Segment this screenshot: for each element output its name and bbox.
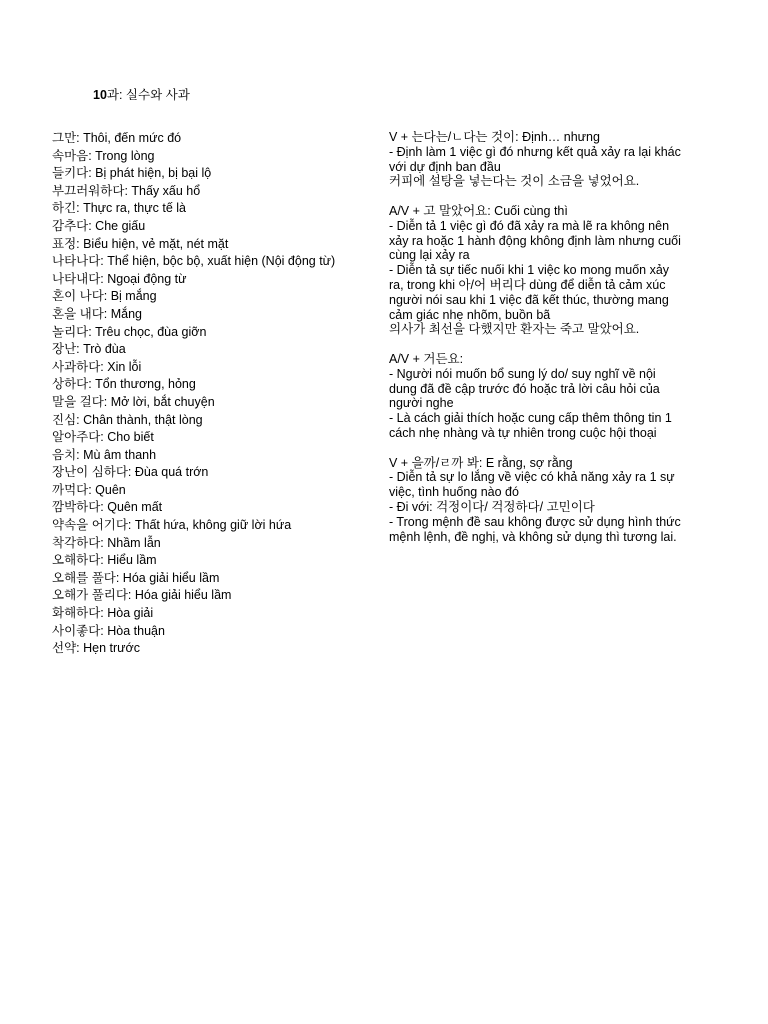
- lesson-title-text: 과: 실수와 사과: [106, 88, 190, 102]
- vocab-item: 말을 걸다: Mở lời, bắt chuyện: [52, 394, 215, 409]
- grammar-block: [389, 456, 729, 545]
- vocab-item: 장난: Trò đùa: [52, 342, 126, 357]
- grammar-line: với dự định ban đầu: [389, 159, 501, 174]
- vocab-item: 오해를 풀다: Hóa giải hiểu lầm: [52, 570, 220, 585]
- vocab-item: 화해하다: Hòa giải: [52, 606, 154, 621]
- grammar-line: người nói sau khi 1 việc đã kết thúc, thường mang: [389, 292, 669, 307]
- vocab-item: 부끄러워하다: Thấy xấu hổ: [52, 183, 201, 198]
- vocab-item: 상하다: Tổn thương, hỏng: [52, 377, 196, 392]
- grammar-line: ra, trong khi 아/어 버리다 dùng để diễn tả cảm xúc: [389, 277, 666, 292]
- vocab-item: 사과하다: Xin lỗi: [52, 359, 142, 374]
- vocab-item: 하긴: Thực ra, thực tế là: [52, 201, 186, 216]
- vocab-item: 장난이 심하다: Đùa quá trớn: [52, 465, 209, 480]
- grammar-line: cách nhẹ nhàng và tự nhiên trong cuộc hội thoại: [389, 425, 657, 440]
- vocab-item: 혼이 나다: Bị mắng: [52, 289, 157, 304]
- grammar-line: - Diễn tả sự lo lắng về việc có khả năng xảy ra 1 sự: [389, 470, 675, 485]
- vocab-item: 오해하다: Hiểu lầm: [52, 553, 157, 568]
- vocab-item: 오해가 풀리다: Hóa giải hiểu lầm: [52, 588, 232, 603]
- vocabulary-list: [52, 130, 382, 658]
- vocab-item: 그만: Thôi, đến mức đó: [52, 131, 182, 145]
- vocab-item: 진심: Chân thành, thật lòng: [52, 412, 203, 427]
- vocab-item: 까먹다: Quên: [52, 482, 126, 497]
- vocab-item: 음치: Mù âm thanh: [52, 447, 157, 462]
- grammar-line: mệnh lệnh, đề nghị, và không sử dụng thì tương lai.: [389, 529, 677, 544]
- grammar-line: - Đi với: 걱정이다/ 걱정하다/ 고민이다: [389, 499, 595, 514]
- vocab-item: 나타내다: Ngoại động từ: [52, 271, 187, 286]
- grammar-line: việc, tình huống nào đó: [389, 485, 519, 500]
- grammar-column: [389, 130, 729, 559]
- grammar-line: 의사가 최선을 다했지만 환자는 죽고 말았어요.: [389, 322, 640, 337]
- vocab-item: 착각하다: Nhầm lẫn: [52, 535, 161, 550]
- grammar-line: dung đã đề cập trước đó hoặc trả lời câu hỏi của: [389, 381, 660, 396]
- lesson-number: 10: [93, 88, 107, 102]
- grammar-heading: A/V + 고 말았어요: Cuối cùng thì: [389, 203, 568, 218]
- vocab-item: 깜박하다: Quên mất: [52, 500, 163, 515]
- grammar-block: [389, 130, 729, 189]
- grammar-heading: A/V + 거든요:: [389, 351, 464, 366]
- grammar-line: - Diễn tả 1 việc gì đó đã xảy ra mà lẽ ra không nên: [389, 218, 670, 233]
- grammar-line: người nghe: [389, 396, 454, 411]
- vocab-item: 감추다: Che giấu: [52, 218, 146, 233]
- vocab-item: 알아주다: Cho biết: [52, 430, 154, 445]
- vocab-item: 들키다: Bị phát hiện, bị bại lộ: [52, 166, 212, 181]
- grammar-line: xảy ra hoặc 1 hành động không định làm nhưng cuối: [389, 233, 681, 248]
- vocab-item: 선약: Hẹn trước: [52, 641, 140, 656]
- vocab-item: 표정: Biểu hiện, vẻ mặt, nét mặt: [52, 236, 229, 251]
- grammar-line: cảm giác nhẹ nhõm, buồn bã: [389, 307, 551, 322]
- vocab-item: 약속을 어기다: Thất hứa, không giữ lời hứa: [52, 518, 292, 533]
- grammar-block: [389, 352, 729, 441]
- vocab-item: 사이좋다: Hòa thuận: [52, 623, 165, 638]
- grammar-line: cùng lại xảy ra: [389, 248, 470, 263]
- vocab-item: 놀리다: Trêu chọc, đùa giỡn: [52, 324, 207, 339]
- grammar-block: [389, 204, 729, 337]
- grammar-line: - Diễn tả sự tiếc nuối khi 1 việc ko mong muốn xảy: [389, 263, 670, 278]
- grammar-line: - Định làm 1 việc gì đó nhưng kết quả xảy ra lại khác: [389, 144, 681, 159]
- grammar-line: - Là cách giải thích hoặc cung cấp thêm thông tin 1: [389, 411, 672, 426]
- page-title: [93, 88, 190, 103]
- grammar-line: 커피에 설탕을 넣는다는 것이 소금을 넣었어요.: [389, 174, 640, 189]
- grammar-heading: V + 는다는/ㄴ다는 것이: Định… nhưng: [389, 130, 600, 144]
- grammar-line: - Trong mệnh đề sau không được sử dụng hình thức: [389, 514, 681, 529]
- grammar-line: - Người nói muốn bổ sung lý do/ suy nghĩ về nội: [389, 366, 656, 381]
- vocab-item: 나타나다: Thể hiện, bộc bộ, xuất hiện (Nội động từ): [52, 254, 336, 269]
- vocab-item: 혼을 내다: Mắng: [52, 306, 142, 321]
- grammar-heading: V + 을까/ㄹ까 봐: E rằng, sợ rằng: [389, 455, 573, 470]
- vocab-item: 속마음: Trong lòng: [52, 148, 155, 163]
